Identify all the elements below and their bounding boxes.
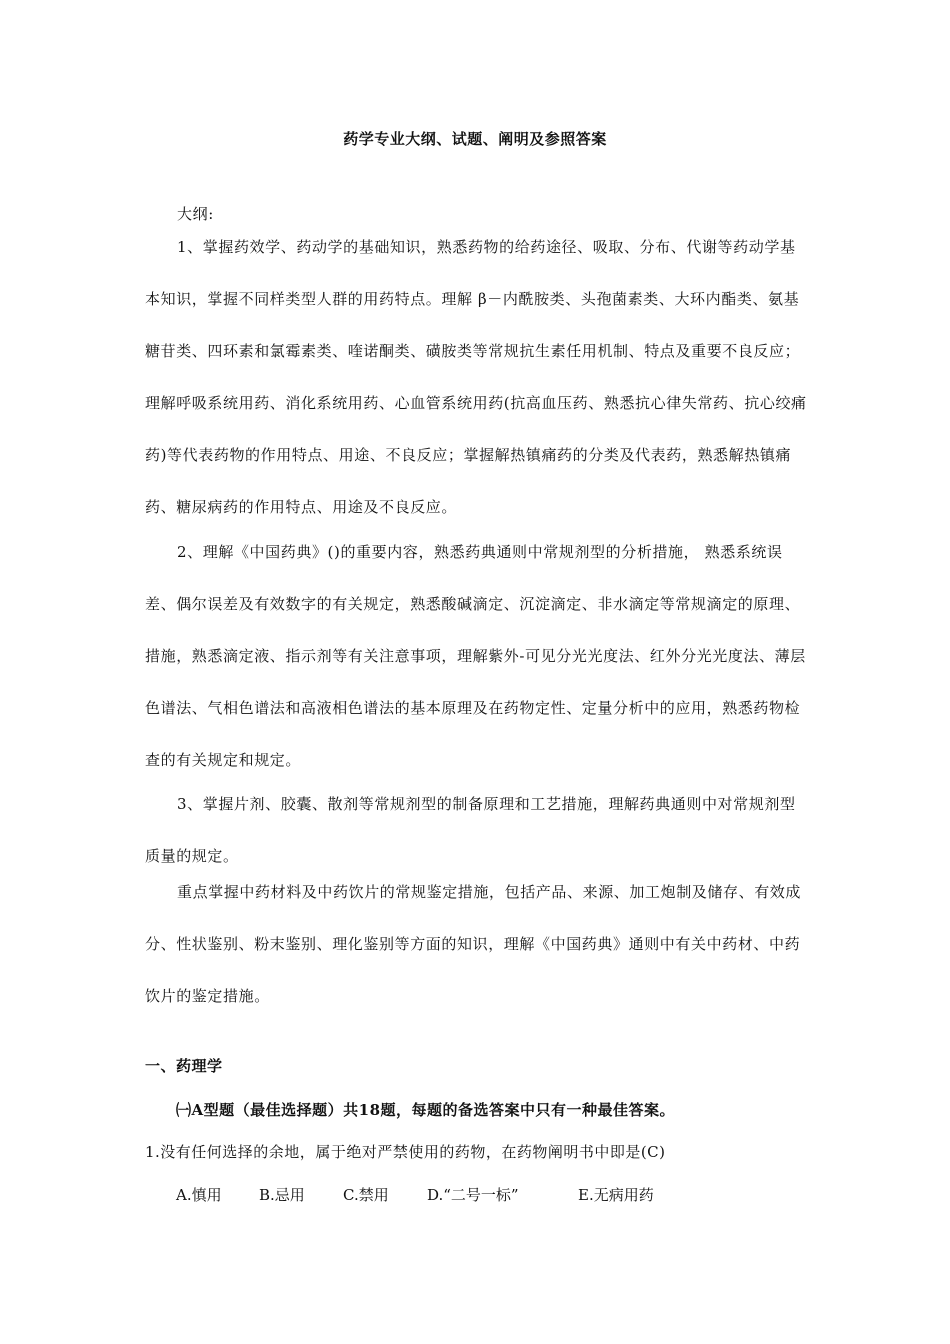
option-a: A.慎用 — [176, 1186, 222, 1204]
outline-paragraph-2: 2、理解《中国药典》()的重要内容，熟悉药典通则中常规剂型的分析措施， 熟悉系统误差、偶尔误差及有效数字的有关规定，熟悉酸碱滴定、沉淀滴定、非水滴定等常规滴定的原理、措施，熟悉滴定液、指示剂等有关注意事项，理解紫外-可见分光光度法、红外分光光度法、薄层色谱法、气相色谱法和高液相色谱法的基本原理及在药物定性、定量分析中的应用，熟悉药物检查的有关规定和规定。 — [145, 543, 806, 769]
section-heading-pharmacology: 一、药理学 — [145, 1057, 223, 1075]
outline-heading: 大纲: — [177, 205, 214, 223]
document-title: 药学专业大纲、试题、阐明及参照答案 — [343, 130, 607, 148]
option-c: C.禁用 — [343, 1186, 389, 1204]
question-1-options — [176, 1184, 654, 1205]
option-d: D.“二号一标” — [427, 1186, 519, 1204]
outline-paragraph-4: 重点掌握中药材料及中药饮片的常规鉴定措施，包括产品、来源、加工炮制及储存、有效成分、性状鉴别、粉末鉴别、理化鉴别等方面的知识，理解《中国药典》通则中有关中药材、中药饮片的鉴定措施。 — [145, 883, 802, 1005]
question-type-heading: ㈠A型题（最佳选择题）共18题，每题的备选答案中只有一种最佳答案。 — [176, 1101, 676, 1119]
question-1: 1.没有任何选择的余地，属于绝对严禁使用的药物，在药物阐明书中即是(C) — [145, 1143, 666, 1161]
option-b: B.忌用 — [259, 1186, 305, 1204]
outline-paragraph-3: 3、掌握片剂、胶囊、散剂等常规剂型的制备原理和工艺措施，理解药典通则中对常规剂型质量的规定。 — [145, 795, 796, 865]
option-e: E.无病用药 — [578, 1186, 654, 1204]
outline-paragraph-1: 1、掌握药效学、药动学的基础知识，熟悉药物的给药途径、吸取、分布、代谢等药动学基本知识，掌握不同样类型人群的用药特点。理解 β－内酰胺类、头孢菌素类、大环内酯类、氨基糖苷类、四环素和氯霉素类、喹诺酮类、磺胺类等常规抗生素任用机制、特点及重要不良反应；理解呼吸系统用药、消化系统用药、心血管系统用药(抗高血压药、熟悉抗心律失常药、抗心绞痛药)等代表药物的作用特点、用途、不良反应；掌握解热镇痛药的分类及代表药，熟悉解热镇痛药、糖尿病药的作用特点、用途及不良反应。 — [145, 238, 807, 516]
